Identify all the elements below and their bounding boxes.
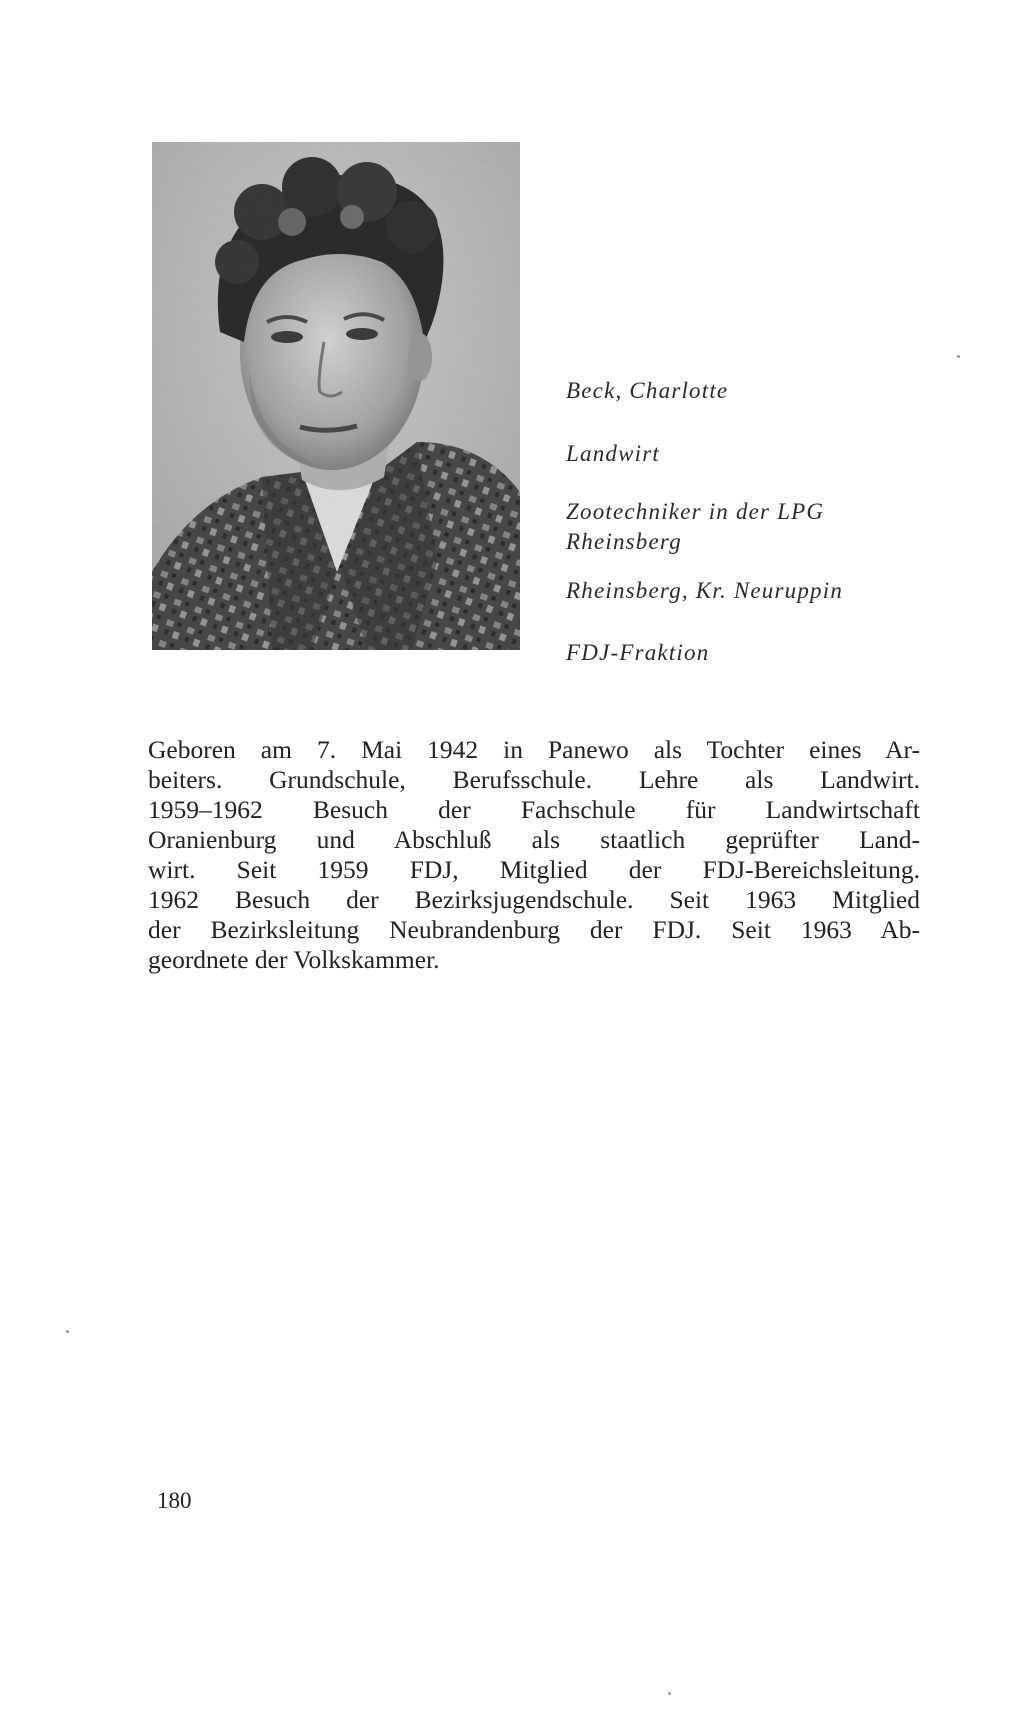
position-line: Rheinsberg [566, 529, 682, 554]
position [566, 497, 824, 557]
residence: Rheinsberg, Kr. Neuruppin [566, 578, 844, 603]
biography-line: geordnete der Volkskammer. [148, 945, 440, 974]
scan-speck [957, 355, 960, 358]
occupation: Landwirt [566, 441, 660, 466]
position-line: Zootechniker in der LPG [566, 499, 825, 524]
biography-line: wirt. Seit 1959 FDJ, Mitglied der FDJ-Bereichsleitung. [148, 855, 920, 884]
scan-speck [66, 1330, 69, 1333]
faction: FDJ-Fraktion [566, 640, 710, 665]
page-number: 180 [157, 1488, 192, 1513]
biography [148, 735, 920, 975]
biography-line: Oranienburg und Abschluß als staatlich geprüfter Land- [148, 825, 920, 854]
biography-line: 1962 Besuch der Bezirksjugendschule. Seit 1963 Mitglied [148, 885, 920, 914]
person-name: Beck, Charlotte [566, 378, 729, 403]
biography-line: beiters. Grundschule, Berufsschule. Lehre als Landwirt. [148, 765, 920, 794]
portrait-photo [152, 142, 520, 650]
biography-paragraph [148, 735, 920, 975]
biography-line: der Bezirksleitung Neubrandenburg der FDJ. Seit 1963 Ab- [148, 915, 920, 944]
biography-line: Geboren am 7. Mai 1942 in Panewo als Tochter eines Ar- [148, 735, 920, 764]
biography-line: 1959–1962 Besuch der Fachschule für Landwirtschaft [148, 795, 920, 824]
scan-speck [668, 1692, 671, 1695]
